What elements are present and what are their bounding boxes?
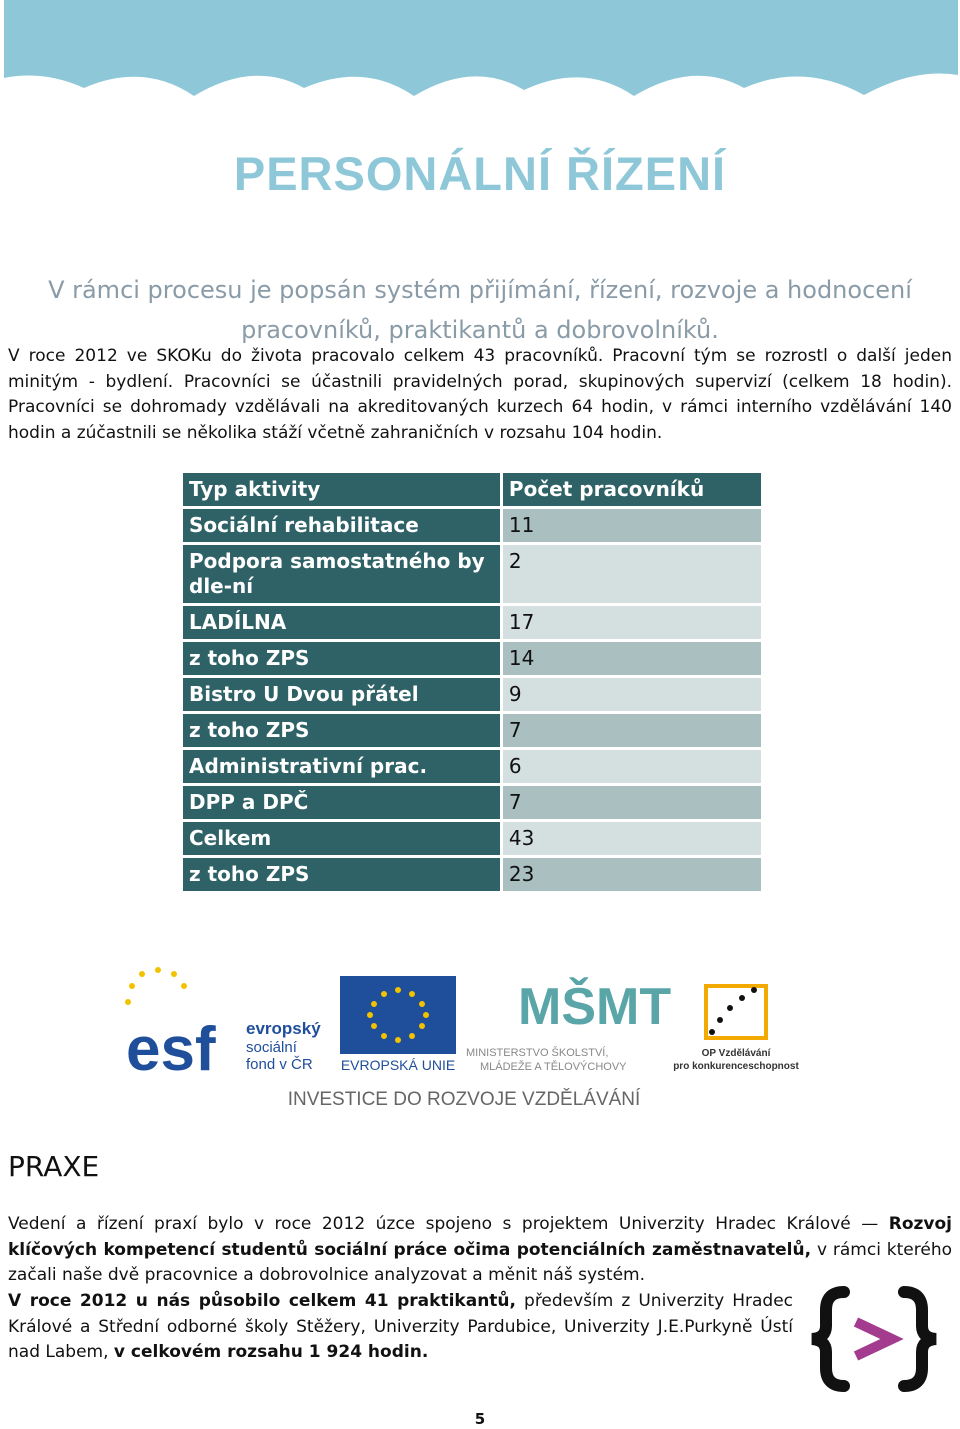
header-cell-activity: Typ aktivity bbox=[183, 473, 500, 506]
praxe-p1-end: v rámci kterého začali naše dvě pracovnice a dobrovolnice analyzovat a měnit náš systém. bbox=[8, 1239, 953, 1285]
row-label: Sociální rehabilitace bbox=[183, 509, 500, 542]
row-value: 2 bbox=[503, 545, 761, 603]
row-value: 14 bbox=[503, 642, 761, 675]
table-row bbox=[183, 858, 761, 891]
esf-text-1: evropský bbox=[246, 1019, 321, 1038]
page-title: PERSONÁLNÍ ŘÍZENÍ bbox=[233, 147, 727, 200]
header-banner bbox=[4, 0, 958, 110]
msmt-text-2: MLÁDEŽE A TĚLOVÝCHOVY bbox=[480, 1061, 627, 1073]
page-subtitle: V rámci procesu je popsán systém přijímání, řízení, rozvoje a hodnocení pracovníků, praktikantů a dobrovolníků. bbox=[48, 276, 912, 344]
investice-banner: INVESTICE DO ROZVOJE VZDĚLÁVÁNÍ bbox=[287, 1089, 641, 1110]
table-row bbox=[183, 786, 761, 819]
praxe-p1-start: Vedení a řízení praxí bylo v roce 2012 úzce spojeno s projektem Univerzity Hradec Králové — bbox=[8, 1214, 889, 1234]
row-label: LADÍLNA bbox=[183, 606, 500, 639]
eu-logo bbox=[340, 976, 456, 1073]
table-row bbox=[183, 642, 761, 675]
esf-mark: esf bbox=[126, 1015, 216, 1084]
msmt-text-1: MINISTERSTVO ŠKOLSTVÍ, bbox=[466, 1047, 609, 1059]
praxe-paragraph-2 bbox=[8, 1289, 793, 1366]
row-label: Bistro U Dvou přátel bbox=[183, 678, 500, 711]
row-label: Celkem bbox=[183, 822, 500, 855]
row-value: 17 bbox=[503, 606, 761, 639]
table-row bbox=[183, 714, 761, 747]
row-value: 11 bbox=[503, 509, 761, 542]
praxe-p2-bold-1: V roce 2012 u nás působilo celkem 41 praktikantů, bbox=[8, 1291, 516, 1311]
praxe-p2-bold-2: v celkovém rozsahu 1 924 hodin. bbox=[113, 1342, 429, 1362]
row-value: 6 bbox=[503, 750, 761, 783]
table-row bbox=[183, 545, 761, 603]
table-row bbox=[183, 678, 761, 711]
row-label: z toho ZPS bbox=[183, 642, 500, 675]
table-row bbox=[183, 509, 761, 542]
table-row bbox=[183, 750, 761, 783]
row-label: Administrativní prac. bbox=[183, 750, 500, 783]
msmt-mark: MŠMT bbox=[518, 978, 672, 1036]
row-value: 9 bbox=[503, 678, 761, 711]
esf-text-2: sociální bbox=[246, 1039, 297, 1056]
praxe-p1-bold: Rozvoj klíčových kompetencí studentů sociální práce očima potenciálních zaměstnavatelů, bbox=[8, 1214, 952, 1260]
funding-logos bbox=[114, 962, 814, 1112]
table-row bbox=[183, 822, 761, 855]
row-label: Podpora samostatného bydle-ní bbox=[183, 545, 500, 603]
praxe-paragraph-1 bbox=[8, 1212, 952, 1289]
header-cell-count: Počet pracovníků bbox=[503, 473, 761, 506]
staff-table bbox=[180, 470, 764, 894]
praxe-p2-mid: především z Univerzity Hradec Králové a Střední odborné školy Stěžery, Univerzity Pardubice, Univerzity J.E.Purkyně Ústí nad Labem, bbox=[8, 1291, 793, 1362]
esf-text-3: fond v ČR bbox=[246, 1056, 313, 1073]
row-value: 7 bbox=[503, 714, 761, 747]
row-value: 43 bbox=[503, 822, 761, 855]
table-row bbox=[183, 606, 761, 639]
row-value: 7 bbox=[503, 786, 761, 819]
row-label: z toho ZPS bbox=[183, 858, 500, 891]
op-text-2: pro konkurenceschopnost bbox=[673, 1061, 799, 1072]
row-label: DPP a DPČ bbox=[183, 786, 500, 819]
op-text-1: OP Vzdělávání bbox=[701, 1048, 771, 1059]
intro-paragraph: V roce 2012 ve SKOKu do života pracovalo celkem 43 pracovníků. Pracovní tým se rozrostl o další jeden minitým - bydlení. Pracovníci se účastnili pravidelných porad, skupinových supervizí (celkem 18 hodin). Pracovníci se dohromady vzdělávali na akreditovaných kurzech 64 hodin, v rámci interního vzdělávání 140 hodin a zúčastnili se několika stáží včetně zahraničních v rozsahu 104 hodin. bbox=[8, 346, 952, 443]
row-label: z toho ZPS bbox=[183, 714, 500, 747]
praxe-heading: PRAXE bbox=[8, 1150, 100, 1183]
page-number: 5 bbox=[474, 1410, 486, 1428]
eu-text: EVROPSKÁ UNIE bbox=[340, 1057, 456, 1073]
table-header-row bbox=[183, 473, 761, 506]
bracket-logo-icon bbox=[804, 1284, 944, 1394]
row-value: 23 bbox=[503, 858, 761, 891]
